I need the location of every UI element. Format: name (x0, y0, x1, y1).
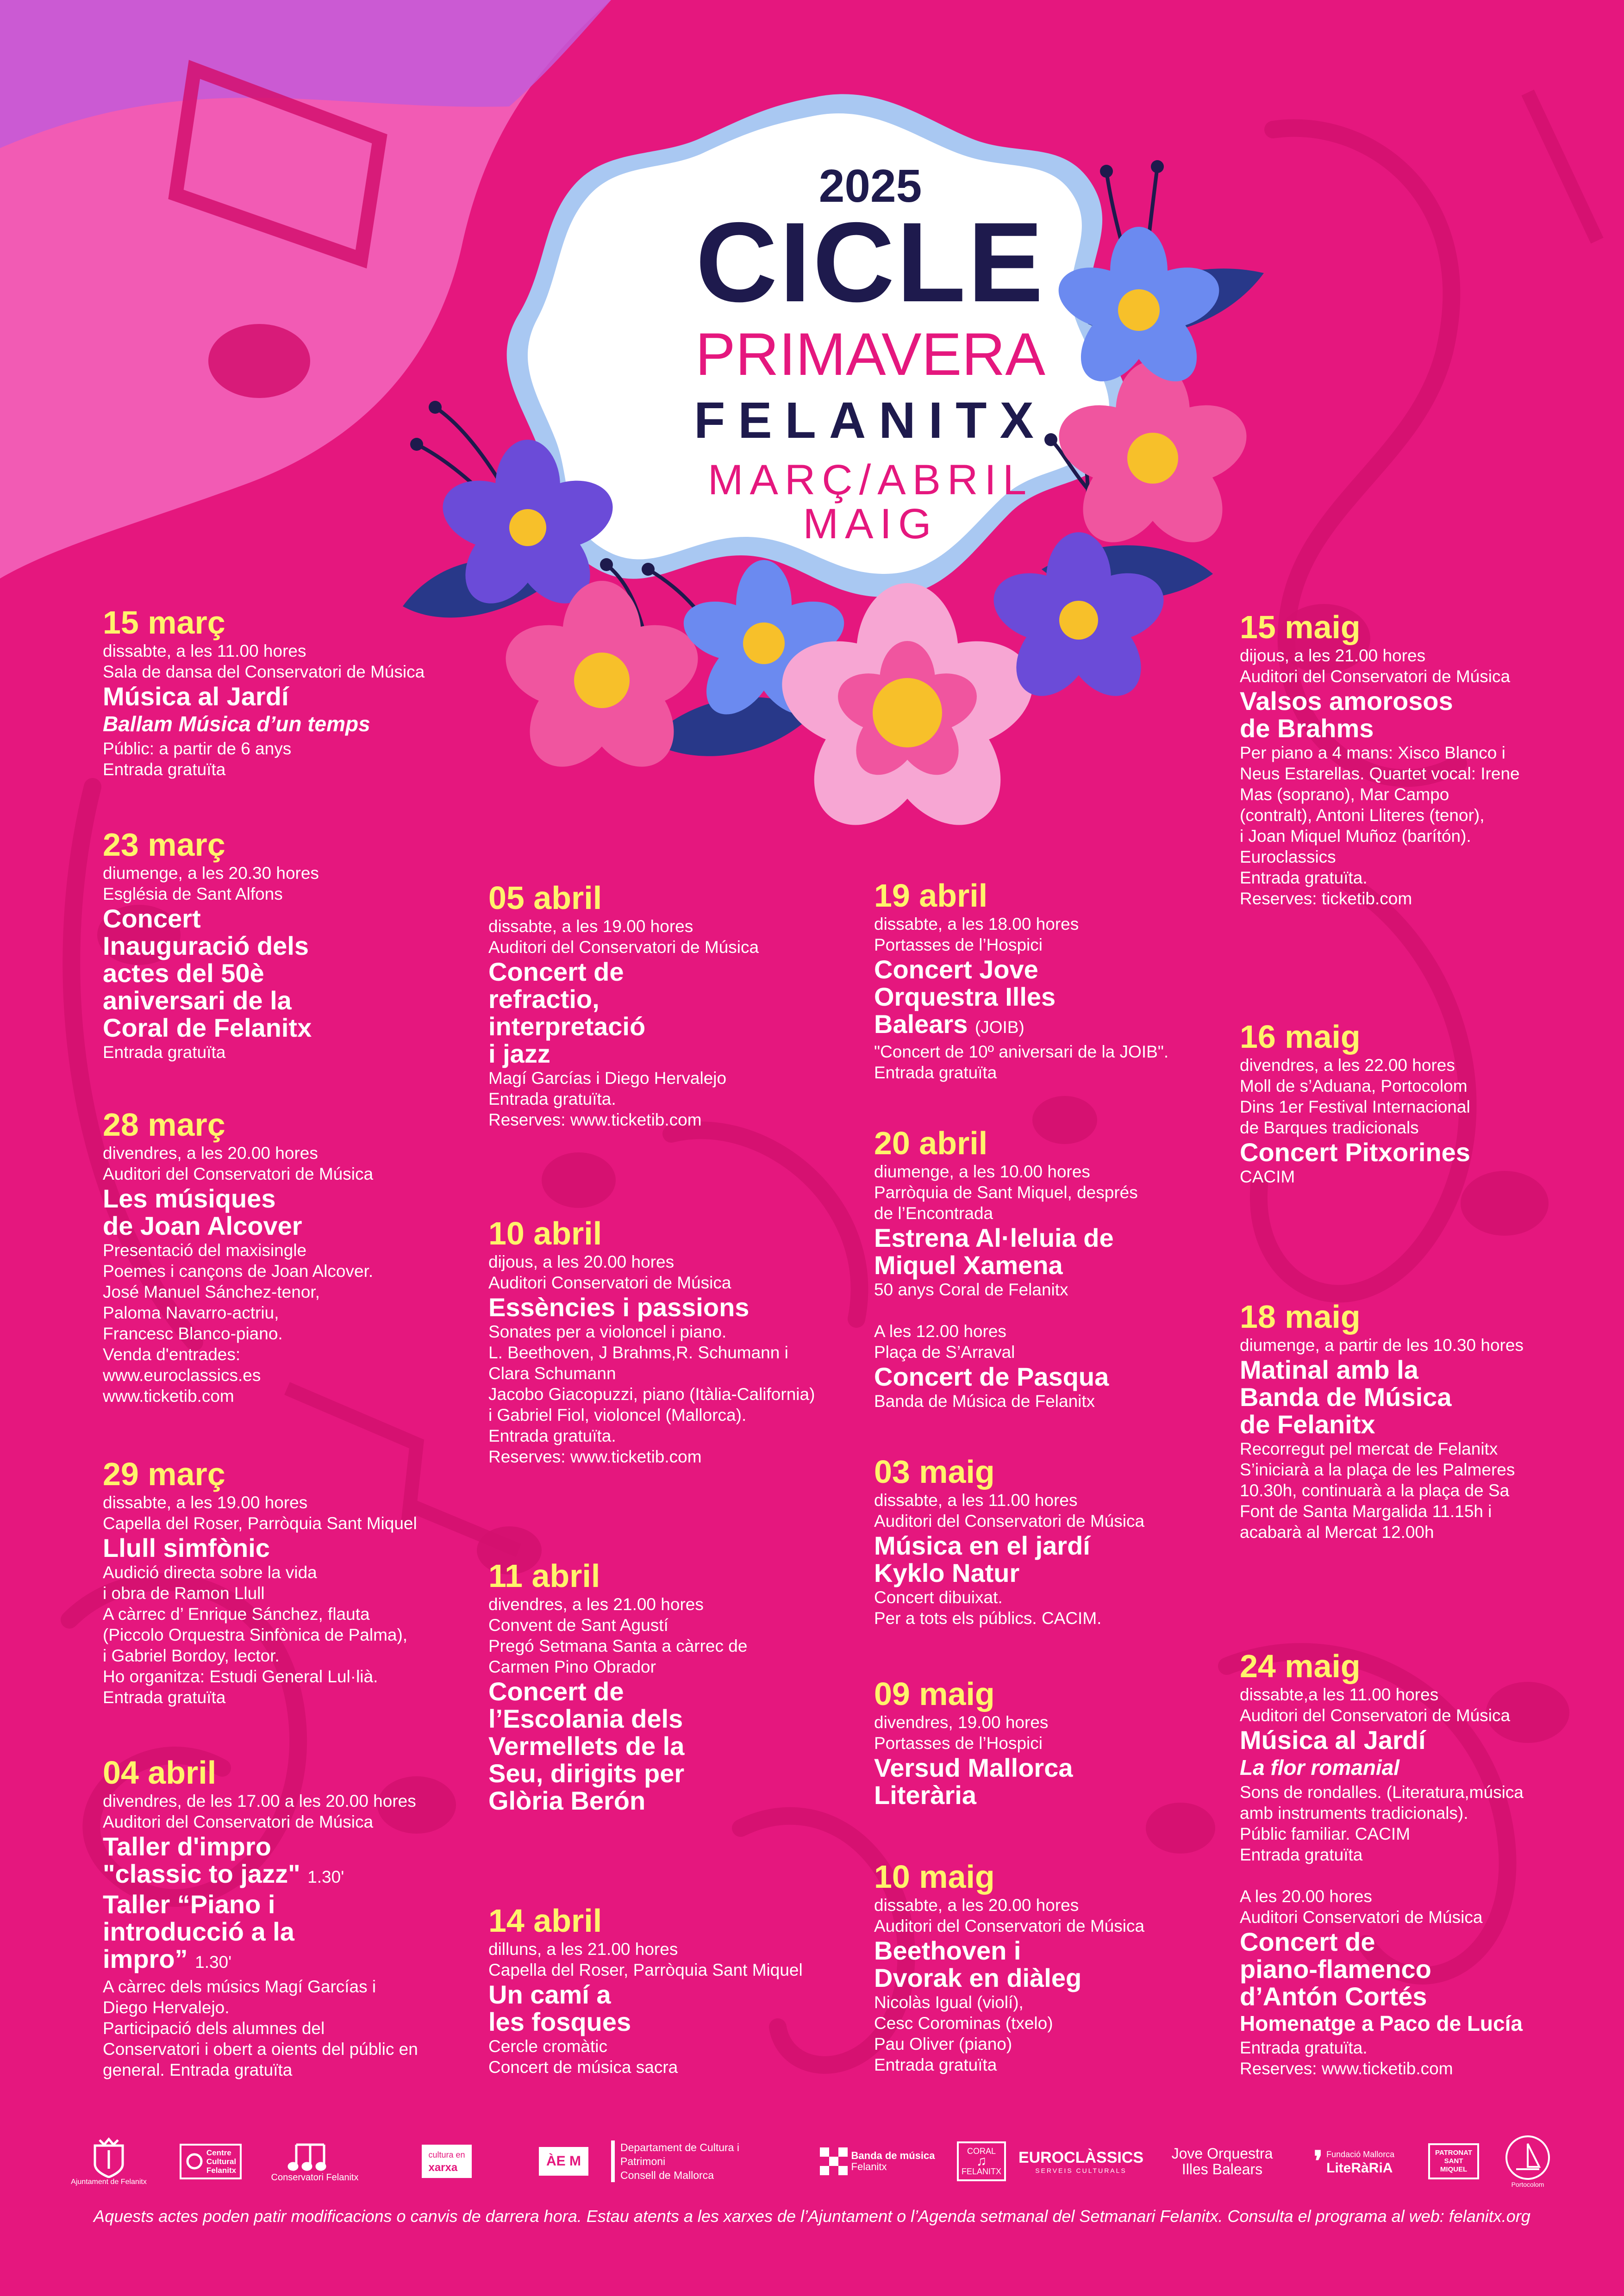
event-title-text: impro” (103, 1944, 188, 1973)
coat-of-arms-icon (90, 2136, 127, 2178)
event-info: general. Entrada gratuïta (103, 2060, 293, 2079)
logo-consell-line: Consell de Mallorca (620, 2169, 714, 2181)
event-date: 15 maig (1240, 609, 1361, 645)
event-info: Cercle cromàtic (488, 2037, 607, 2056)
logo-aem (537, 2129, 590, 2194)
event-link[interactable]: Reserves: www.ticketib.com (488, 1110, 702, 1129)
event-title: Estrena Al·leluia de (874, 1223, 1114, 1252)
logo-centre-cultural (169, 2129, 252, 2194)
event-time: divendres, 19.00 hores (874, 1713, 1049, 1732)
event-link[interactable]: Reserves: www.ticketib.com (488, 1447, 702, 1466)
sailboat-icon (1505, 2134, 1551, 2181)
event-info: Nicolàs Igual (violí), (874, 1993, 1024, 2012)
event-title: Valsos amorosos (1240, 686, 1453, 716)
event-info: Cesc Corominas (txelo) (874, 2014, 1053, 2033)
event-15-marc (103, 606, 473, 780)
event-title: aniversari de la (103, 986, 292, 1015)
event-date: 28 març (103, 1107, 225, 1143)
event-14-abril (488, 1904, 859, 2078)
event-title: les fosques (488, 2007, 631, 2036)
event-title (103, 1860, 473, 1890)
event-info: Sons de rondalles. (Literatura,música (1240, 1783, 1524, 1802)
event-info: Entrada gratuïta (103, 1043, 226, 1062)
event-info: i Joan Miquel Muñoz (barítón). (1240, 827, 1471, 846)
event-info: 10.30h, continuarà a la plaça de Sa (1240, 1481, 1510, 1500)
event-title: de Joan Alcover (103, 1211, 302, 1240)
event-venue: Auditori del Conservatori de Música (488, 938, 759, 957)
event-title (103, 1946, 473, 1975)
event-venue: Sala de dansa del Conservatori de Música (103, 662, 425, 681)
event-venue: Portasses de l’Hospici (874, 1734, 1043, 1753)
event-subtitle: La flor romanial (1240, 1755, 1400, 1780)
event-time: A les 12.00 hores (874, 1322, 1006, 1341)
event-date: 10 abril (488, 1215, 602, 1251)
event-time: dissabte, a les 19.00 hores (103, 1493, 308, 1512)
event-link[interactable]: Reserves: ticketib.com (1240, 889, 1412, 908)
event-subtitle: Ballam Música d’un temps (103, 712, 370, 736)
logo-centre-line: Cultural (206, 2157, 237, 2166)
event-venue: Auditori del Conservatori de Música (1240, 1706, 1511, 1725)
event-info: Per piano a 4 mans: Xisco Blanco i (1240, 743, 1505, 762)
event-info: Neus Estarellas. Quartet vocal: Irene (1240, 764, 1520, 783)
event-info: Recorregut pel mercat de Felanitx (1240, 1439, 1498, 1458)
logo-centre-line: Centre (206, 2148, 231, 2157)
event-title-text: Balears (874, 1009, 968, 1039)
event-title: introducció a la (103, 1917, 294, 1946)
event-venue: Auditori del Conservatori de Música (874, 1916, 1145, 1935)
event-venue: Auditori Conservatori de Música (488, 1273, 731, 1292)
event-info: Venda d'entrades: (103, 1345, 241, 1364)
event-time: dijous, a les 20.00 hores (488, 1252, 675, 1271)
event-05-abril (488, 882, 859, 1130)
logo-fundacio-line: Fundació Mallorca (1326, 2150, 1395, 2159)
event-15-maig (1240, 611, 1601, 909)
event-title: Concert de (488, 1677, 624, 1706)
event-info: acabarà al Mercat 12.00h (1240, 1523, 1434, 1542)
event-info: Jacobo Giacopuzzi, piano (Itàlia-California) (488, 1385, 815, 1404)
event-info: Pregó Setmana Santa a càrrec de (488, 1636, 748, 1655)
event-venue: Convent de Sant Agustí (488, 1616, 668, 1635)
logo-joib-line: Illes Balears (1181, 2161, 1263, 2178)
event-info: i obra de Ramon Llull (103, 1584, 265, 1603)
logo-consell (611, 2129, 778, 2194)
event-info: José Manuel Sánchez-tenor, (103, 1282, 320, 1301)
event-duration: 1.30' (307, 1867, 344, 1886)
event-info: Francesc Blanco-piano. (103, 1324, 283, 1343)
event-info: Euroclassics (1240, 847, 1336, 866)
event-time: dissabte, a les 19.00 hores (488, 917, 693, 936)
event-date: 03 maig (874, 1454, 995, 1490)
event-info: Carmen Pino Obrador (488, 1657, 656, 1676)
logo-patronat-text: PATRONAT SANT MIQUEL (1428, 2143, 1479, 2179)
logo-coral-line: CORAL (967, 2147, 996, 2156)
event-info: Concert de música sacra (488, 2058, 678, 2077)
event-link[interactable]: Reserves: www.ticketib.com (1240, 2059, 1453, 2078)
event-venue: Església de Sant Alfons (103, 884, 283, 903)
event-info: Entrada gratuïta. (488, 1426, 616, 1445)
event-info: Ho organitza: Estudi General Lul·lià. (103, 1667, 378, 1686)
header-primavera: PRIMAVERA (695, 320, 1046, 388)
event-info: Entrada gratuïta. (1240, 868, 1368, 887)
event-info: Públic: a partir de 6 anys (103, 739, 292, 758)
event-16-maig (1240, 1020, 1601, 1187)
header-months-line2: MAIG (803, 500, 938, 548)
event-title: Matinal amb la (1240, 1355, 1418, 1384)
event-23-marc (103, 828, 473, 1063)
event-info: Entrada gratuïta (103, 1688, 226, 1707)
event-venue: Portasses de l’Hospici (874, 935, 1043, 954)
logo-conservatori (264, 2129, 366, 2194)
event-time: dilluns, a les 21.00 hores (488, 1940, 678, 1959)
event-title: i jazz (488, 1039, 550, 1068)
event-title: Seu, dirigits per (488, 1759, 685, 1788)
logo-coral-line: FELANITX (961, 2167, 1002, 2176)
quote-icon: ❜ (1313, 2146, 1323, 2177)
event-venue: de l’Encontrada (874, 1204, 993, 1223)
event-title: Música al Jardí (103, 682, 289, 711)
header-town: FELANITX (694, 392, 1047, 449)
logo-joib (1153, 2129, 1292, 2194)
event-title: Dvorak en diàleg (874, 1963, 1082, 1992)
event-date: 04 abril (103, 1755, 217, 1791)
checker-icon (820, 2147, 848, 2175)
event-time: divendres, de les 17.00 a les 20.00 hores (103, 1792, 416, 1811)
event-title: Banda de Música (1240, 1382, 1452, 1412)
event-title (874, 1011, 1244, 1040)
event-venue: Auditori del Conservatori de Música (1240, 667, 1511, 686)
event-time: dissabte, a les 11.00 hores (103, 641, 306, 660)
event-info: Participació dels alumnes del (103, 2019, 325, 2038)
event-info: Conservatori i obert a oients del públic en (103, 2040, 418, 2059)
event-10-abril (488, 1217, 859, 1467)
event-date: 09 maig (874, 1676, 995, 1712)
event-title: de Brahms (1240, 714, 1374, 743)
event-date: 14 abril (488, 1903, 602, 1939)
event-title: Un camí a (488, 1980, 611, 2009)
event-title: Beethoven i (874, 1936, 1021, 1965)
event-info: 50 anys Coral de Felanitx (874, 1280, 1068, 1299)
event-date: 05 abril (488, 880, 602, 916)
event-title: Música en el jardí (874, 1531, 1090, 1560)
event-time: dissabte,a les 11.00 hores (1240, 1685, 1439, 1704)
event-info: i Gabriel Bordoy, lector. (103, 1646, 280, 1665)
event-title: Coral de Felanitx (103, 1013, 312, 1042)
event-title: actes del 50è (103, 958, 264, 988)
event-title: Vermellets de la (488, 1731, 685, 1761)
event-04-abril (103, 1756, 473, 2080)
event-28-marc (103, 1108, 473, 1406)
event-venue: Capella del Roser, Parròquia Sant Miquel (488, 1960, 803, 1979)
event-title: Concert (103, 904, 201, 933)
event-29-marc (103, 1458, 473, 1708)
event-title: d’Antón Cortés (1240, 1982, 1427, 2011)
event-title: piano-flamenco (1240, 1954, 1431, 1984)
event-title: interpretació (488, 1012, 646, 1041)
event-info: Paloma Navarro-actriu, (103, 1303, 279, 1322)
event-title: Concert Jove (874, 955, 1038, 984)
event-info: de Barques tradicionals (1240, 1118, 1419, 1137)
event-info: Entrada gratuïta (1240, 1845, 1363, 1864)
event-18-maig (1240, 1300, 1601, 1543)
event-date: 16 maig (1240, 1019, 1361, 1055)
event-time: divendres, a les 20.00 hores (103, 1144, 318, 1163)
event-date: 11 abril (488, 1558, 600, 1594)
event-info: A càrrec dels músics Magí Garcías i (103, 1977, 376, 1996)
logo-conservatori-text: Conservatori Felanitx (271, 2172, 359, 2183)
logo-portocolom-text: Portocolom (1511, 2181, 1544, 2188)
event-info: Magí Garcías i Diego Hervalejo (488, 1069, 727, 1088)
event-info: Per a tots els públics. CACIM. (874, 1609, 1102, 1628)
event-11-abril (488, 1560, 859, 1815)
event-info: Sonates per a violoncel i piano. (488, 1322, 727, 1341)
event-time: dissabte, a les 11.00 hores (874, 1491, 1078, 1510)
event-title: Taller “Piano i (103, 1890, 275, 1919)
event-date: 29 març (103, 1456, 225, 1492)
header-year: 2025 (818, 160, 922, 212)
event-info: i Gabriel Fiol, violoncel (Mallorca). (488, 1406, 747, 1425)
logo-consell-line: Departament de Cultura i Patrimoni (620, 2141, 739, 2167)
event-info: (contralt), Antoni Lliteres (tenor), (1240, 806, 1485, 825)
event-info: amb instruments tradicionals). (1240, 1804, 1468, 1823)
spacer (874, 1300, 1244, 1321)
event-20-abril (874, 1127, 1244, 1412)
event-info: Concert dibuixat. (874, 1588, 1003, 1607)
logo-banda-line: Banda de música (851, 2150, 935, 2161)
event-info: Poemes i cançons de Joan Alcover. (103, 1262, 374, 1281)
event-time: dissabte, a les 18.00 hores (874, 915, 1079, 933)
event-info: CACIM (1240, 1167, 1295, 1186)
event-24-maig (1240, 1650, 1601, 2079)
event-venue: Capella del Roser, Parròquia Sant Miquel (103, 1514, 417, 1533)
header-cicle: CICLE (695, 199, 1045, 325)
event-title: Concert Pitxorines (1240, 1138, 1470, 1167)
event-info: Mas (soprano), Mar Campo (1240, 785, 1449, 804)
event-duration: 1.30' (195, 1953, 232, 1972)
logo-banda-line: Felanitx (851, 2161, 887, 2172)
event-title: Orquestra Illes (874, 982, 1056, 1011)
event-info: Presentació del maxisingle (103, 1241, 307, 1260)
event-date: 18 maig (1240, 1299, 1361, 1335)
centre-cultural-icon (185, 2152, 204, 2171)
logo-aem-text: ÀE M (539, 2147, 588, 2176)
logo-patronat (1424, 2129, 1484, 2194)
event-title: Kyklo Natur (874, 1558, 1020, 1587)
music-note-icon: ♫ (976, 2153, 987, 2169)
event-time: diumenge, a les 20.30 hores (103, 864, 319, 883)
logo-ajuntament (69, 2129, 148, 2194)
logo-fundacio (1301, 2129, 1407, 2194)
event-info: Entrada gratuïta (874, 1063, 997, 1082)
event-info: Diego Hervalejo. (103, 1998, 230, 2017)
event-title: de Felanitx (1240, 1410, 1375, 1439)
event-title: l’Escolania dels (488, 1704, 683, 1733)
event-info: Clara Schumann (488, 1364, 616, 1383)
event-09-maig (874, 1678, 1244, 1809)
event-10-maig (874, 1860, 1244, 2075)
logo-ajuntament-text: Ajuntament de Felanitx (71, 2178, 147, 2186)
event-info: Públic familiar. CACIM (1240, 1824, 1411, 1843)
logo-xarxa-line: cultura en (428, 2150, 465, 2159)
event-info: Audició directa sobre la vida (103, 1563, 317, 1582)
event-date: 15 març (103, 604, 225, 641)
event-title: Glòria Berón (488, 1786, 646, 1815)
event-time: diumenge, a partir de les 10.30 hores (1240, 1336, 1524, 1355)
event-time: dissabte, a les 20.00 hores (874, 1896, 1079, 1915)
event-info: Entrada gratuïta. (1240, 2038, 1368, 2057)
event-info: Banda de Música de Felanitx (874, 1392, 1095, 1411)
footer-note: Aquests actes poden patir modificacions o canvis de darrera hora. Estau atents a les xarxes de l’Ajuntament o l’Agenda setmanal del Setmanari Felanitx. Consulta el programa al web: felanitx.org (94, 2207, 1530, 2226)
event-title: Llull simfònic (103, 1533, 270, 1562)
event-19-abril (874, 879, 1244, 1083)
event-venue: Auditori del Conservatori de Música (874, 1512, 1145, 1531)
event-title: Taller d'impro (103, 1832, 271, 1861)
logo-joib-line: Jove Orquestra (1171, 2145, 1273, 2162)
event-info: (Piccolo Orquestra Sinfònica de Palma), (103, 1625, 408, 1644)
event-title: Les músiques (103, 1184, 276, 1213)
event-info: Entrada gratuïta (874, 2055, 997, 2074)
event-venue: Auditori del Conservatori de Música (103, 1812, 374, 1831)
logo-cultura-en-xarxa (380, 2129, 514, 2194)
event-subtitle: Homenatge a Paco de Lucía (1240, 2011, 1523, 2035)
logo-euroclassics-text: EUROCLÀSSICS (1018, 2148, 1144, 2166)
event-title: Miquel Xamena (874, 1251, 1063, 1280)
event-title-text: "classic to jazz" (103, 1859, 300, 1888)
event-title: Concert de (488, 957, 624, 986)
music-notes-icon (287, 2140, 343, 2172)
logo-coral (956, 2129, 1007, 2194)
event-info: S’iniciarà a la plaça de les Palmeres (1240, 1460, 1515, 1479)
event-title: Inauguració dels (103, 931, 309, 960)
event-date: 23 març (103, 827, 225, 863)
logo-centre-line: Felanitx (206, 2165, 237, 2175)
logo-portocolom (1493, 2129, 1562, 2194)
event-info: Font de Santa Margalida 11.15h i (1240, 1502, 1492, 1521)
event-info: "Concert de 10º aniversari de la JOIB". (874, 1042, 1169, 1061)
logo-euroclassics-sub: SERVEIS CULTURALS (1035, 2166, 1127, 2174)
event-title: Versud Mallorca (874, 1753, 1073, 1782)
logo-banda (817, 2129, 937, 2194)
event-time: divendres, a les 22.00 hores (1240, 1056, 1455, 1075)
event-date: 19 abril (874, 877, 988, 914)
event-link[interactable]: www.euroclassics.es (103, 1366, 261, 1385)
event-info: Pau Oliver (piano) (874, 2035, 1012, 2053)
event-title: Essències i passions (488, 1293, 750, 1322)
event-title: Concert de (1240, 1927, 1375, 1956)
event-title: Concert de Pasqua (874, 1362, 1109, 1391)
header-months-line1: MARÇ/ABRIL (707, 456, 1033, 504)
event-date: 20 abril (874, 1125, 988, 1161)
event-venue: Parròquia de Sant Miquel, després (874, 1183, 1138, 1202)
event-info: A càrrec d’ Enrique Sánchez, flauta (103, 1605, 370, 1624)
event-info: Dins 1er Festival Internacional (1240, 1097, 1470, 1116)
event-info: Entrada gratuïta. (488, 1089, 616, 1108)
event-note: (JOIB) (974, 1018, 1024, 1037)
event-time: diumenge, a les 10.00 hores (874, 1162, 1090, 1181)
event-time: divendres, a les 21.00 hores (488, 1595, 704, 1614)
event-venue: Plaça de S’Arraval (874, 1343, 1015, 1362)
event-venue: Moll de s’Aduana, Portocolom (1240, 1076, 1468, 1095)
logo-xarxa-line: xarxa (428, 2161, 458, 2174)
event-venue: Auditori del Conservatori de Música (103, 1164, 374, 1183)
event-03-maig (874, 1456, 1244, 1629)
spacer (1240, 1865, 1601, 1886)
event-link[interactable]: www.ticketib.com (103, 1387, 234, 1406)
event-title: refractio, (488, 984, 600, 1014)
logo-euroclassics (1018, 2129, 1144, 2194)
event-date: 24 maig (1240, 1648, 1361, 1684)
event-time: A les 20.00 hores (1240, 1887, 1372, 1906)
event-info: L. Beethoven, J Brahms,R. Schumann i (488, 1343, 788, 1362)
event-venue: Auditori Conservatori de Música (1240, 1908, 1483, 1927)
event-date: 10 maig (874, 1859, 995, 1895)
event-info: Entrada gratuïta (103, 760, 226, 779)
event-title: Literària (874, 1780, 976, 1810)
logo-fundacio-line: LiteRàRiA (1326, 2160, 1393, 2176)
event-title: Música al Jardí (1240, 1725, 1426, 1755)
event-time: dijous, a les 21.00 hores (1240, 646, 1426, 665)
